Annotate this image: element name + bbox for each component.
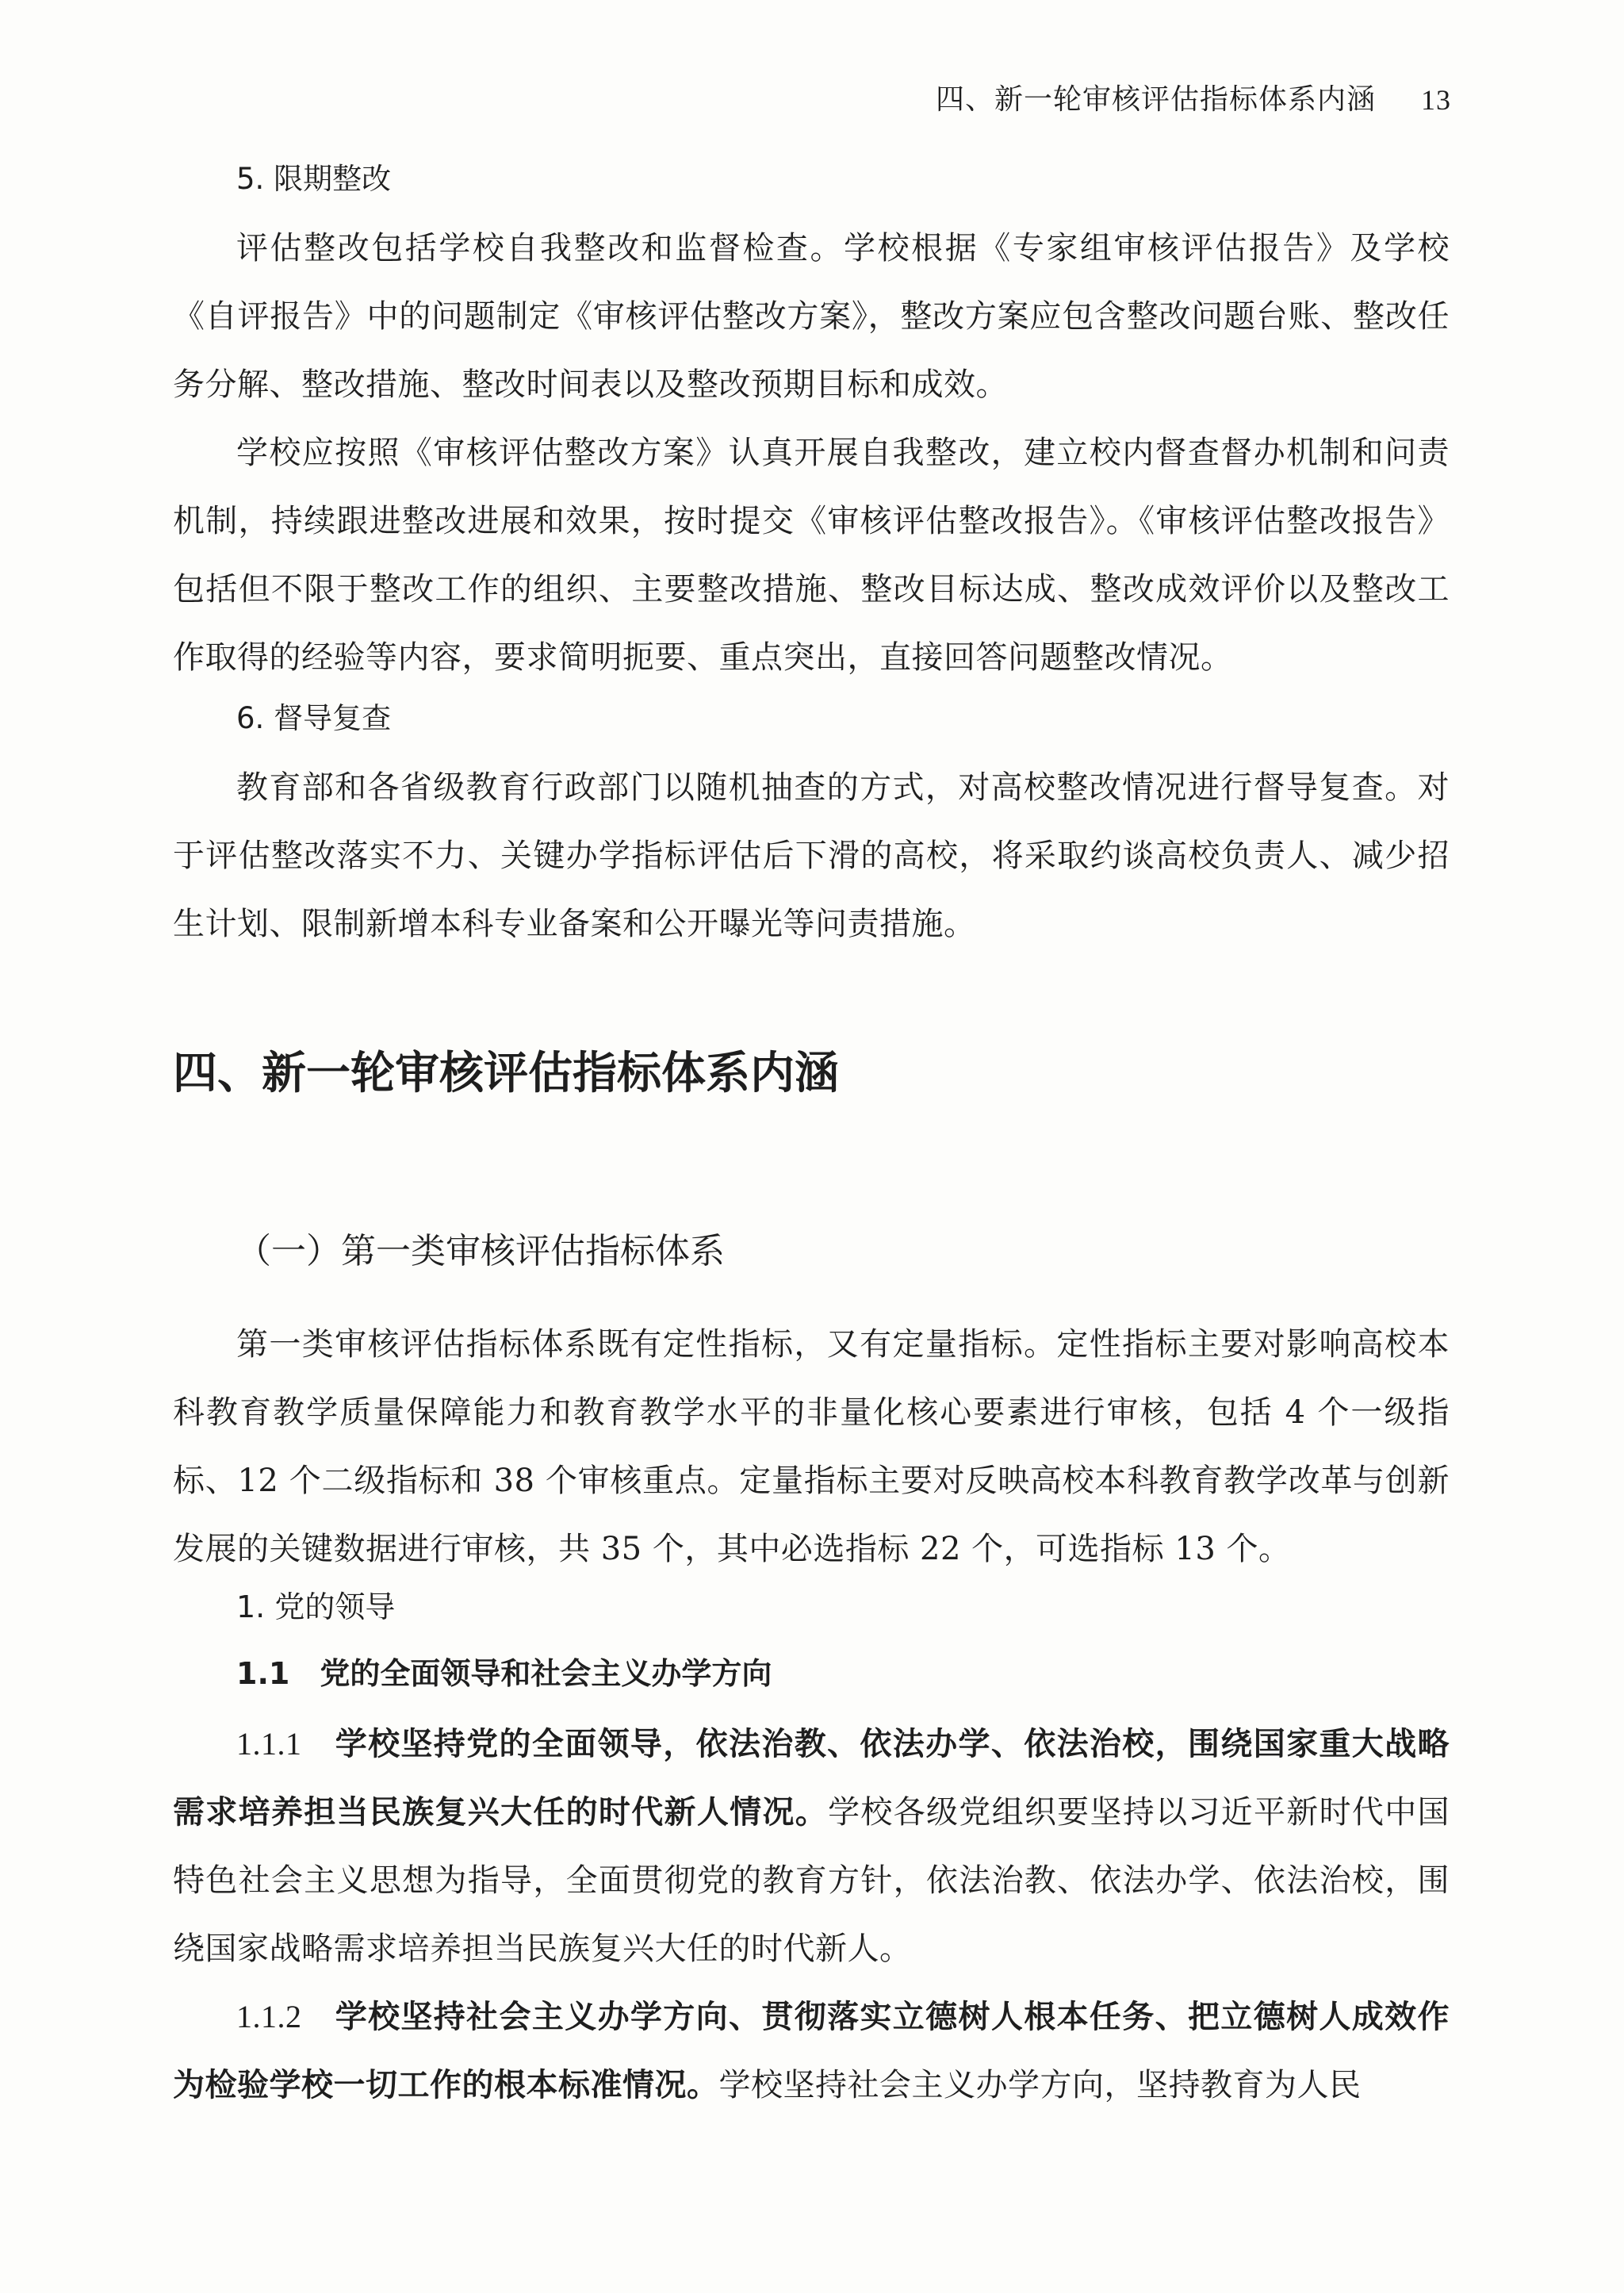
section-heading: （一）第一类审核评估指标体系 [236,1231,725,1271]
paragraph-rectification-1: 评估整改包括学校自我整改和监督检查。学校根据《专家组审核评估报告》及学校《自评报告》中的问题制定《审核评估整改方案》，整改方案应包含整改问题台账、整改任务分解、整改措施、整改时间表以及整改预期目标和成效。 [173,230,1450,403]
paragraph-indicator-system: 第一类审核评估指标体系既有定性指标，又有定量指标。定性指标主要对影响高校本科教育教学质量保障能力和教育教学水平的非量化核心要素进行审核，包括 4 个一级指标、12 个二级指标和 38 个审核重点。定量指标主要对反映高校本科教育教学改革与创新发展的关键数据进行审核，共 35 个，其中必选指标 22 个，可选指标 13 个。 [173,1326,1450,1567]
paragraph-item-1-1-1 [173,1710,1450,1983]
item-heading-1: 1. 党的领导 [236,1589,396,1624]
item-1-1-1-text: 学校各级党组织要坚持以习近平新时代中国特色社会主义思想为指导，全面贯彻党的教育方针，依法治教、依法办学、依法治校，围绕国家战略需求培养担当民族复兴大任的时代新人。 [173,1794,1450,1967]
item-number-1-1-2: 1.1.2 [236,1999,302,2034]
paragraph-inspection: 教育部和各省级教育行政部门以随机抽查的方式，对高校整改情况进行督导复查。对于评估整改落实不力、关键办学指标评估后下滑的高校，将采取约谈高校负责人、减少招生计划、限制新增本科专业备案和公开曝光等问责措施。 [173,769,1450,942]
running-header [936,81,1451,119]
paragraph-item-1-1-2 [173,1983,1450,2119]
body-text [173,159,1450,2119]
item-1-1-1-bold: 学校坚持党的全面领导，依法治教、依法办学、依法治校，围绕国家重大战略需求培养担当民族复兴大任的时代新人情况。 [173,1725,1450,1831]
item-heading-1-1: 1.1 党的全面领导和社会主义办学方向 [236,1656,772,1691]
running-header-title: 四、新一轮审核评估指标体系内涵 [936,83,1377,116]
chapter-heading: 四、新一轮审核评估指标体系内涵 [173,1047,839,1099]
item-1-1-2-bold: 学校坚持社会主义办学方向、贯彻落实立德树人根本任务、把立德树人成效作为检验学校一切工作的根本标准情况。 [173,1998,1450,2103]
paragraph-rectification-2: 学校应按照《审核评估整改方案》认真开展自我整改，建立校内督查督办机制和问责机制，持续跟进整改进展和效果，按时提交《审核评估整改报告》。《审核评估整改报告》包括但不限于整改工作的组织、主要整改措施、整改目标达成、整改成效评价以及整改工作取得的经验等内容，要求简明扼要、重点突出，直接回答问题整改情况。 [173,435,1450,676]
subsection-heading-5: 5. 限期整改 [236,162,392,196]
subsection-heading-6: 6. 督导复查 [236,701,392,735]
item-number-1-1-1: 1.1.1 [236,1726,302,1762]
page-number: 13 [1421,84,1451,116]
item-1-1-2-text: 学校坚持社会主义办学方向，坚持教育为人民 [718,2067,1362,2103]
